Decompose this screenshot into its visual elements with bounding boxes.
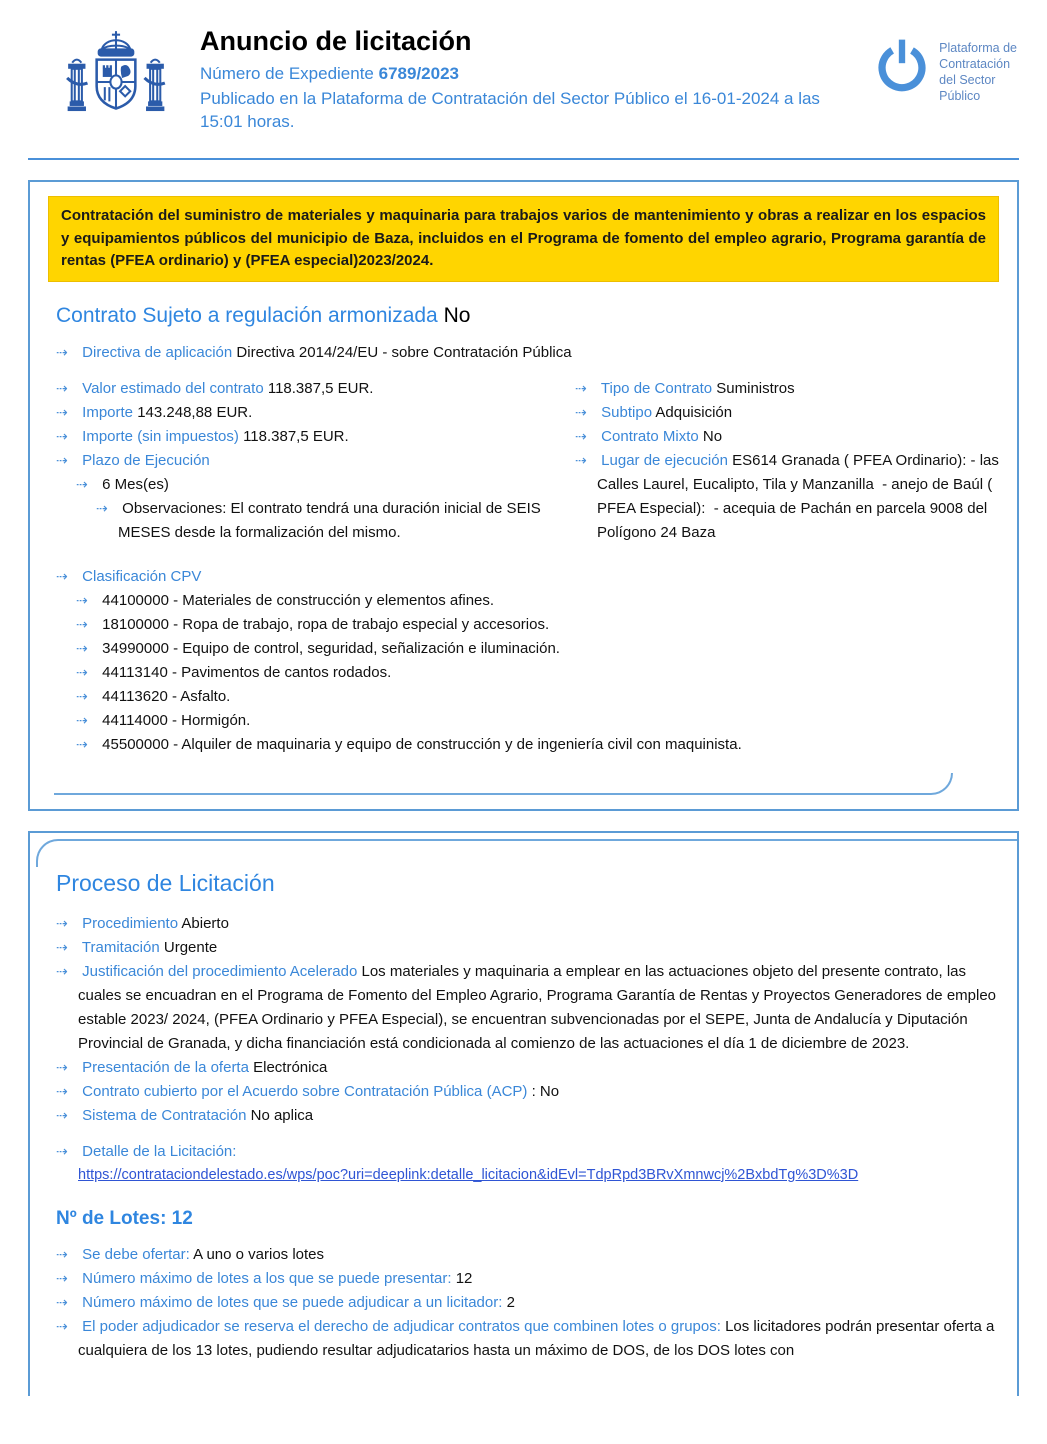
field-value: ES614 Granada ( PFEA Ordinario): - las Calles Laurel, Eucalipto, Tila y Manzanilla - anejo de Baúl ( PFEA Especial): - acequia de Pachán en parcela 9008 del Polígono 24 Baza <box>597 451 1004 541</box>
field-plazo-observaciones <box>96 497 553 545</box>
field-plazo-ejecucion <box>56 449 553 473</box>
field-value: Abierto <box>181 914 229 932</box>
dashed-arrow-icon <box>76 661 98 683</box>
field-label: Directiva de aplicación <box>82 343 233 361</box>
field-label: Subtipo <box>601 403 653 421</box>
page-title: Anuncio de licitación <box>200 26 472 56</box>
field-value: Directiva 2014/24/EU - sobre Contratación Pública <box>236 343 572 361</box>
right-column <box>567 377 1004 545</box>
dashed-arrow-icon <box>56 1267 78 1289</box>
cpv-item-text: 44100000 - Materiales de construcción y elementos afines. <box>102 591 495 609</box>
published-line: Publicado en la Plataforma de Contratación del Sector Público el 16-01-2024 a las 15:01 horas. <box>200 88 820 131</box>
dashed-arrow-icon <box>56 936 78 958</box>
dashed-arrow-icon <box>76 473 98 495</box>
field-presentacion-oferta <box>56 1056 999 1080</box>
field-label: Contrato cubierto por el Acuerdo sobre Contratación Pública (ACP) <box>82 1082 528 1100</box>
field-label: Detalle de la Licitación: <box>82 1142 237 1160</box>
field-tipo-contrato <box>575 377 999 401</box>
dashed-arrow-icon <box>575 425 597 447</box>
section-start-curve <box>36 839 1019 867</box>
dashed-arrow-icon <box>56 1291 78 1313</box>
dashed-arrow-icon <box>76 637 98 659</box>
contract-details-columns <box>48 377 1004 545</box>
cpv-item <box>76 637 999 661</box>
dashed-arrow-icon <box>56 1080 78 1102</box>
dashed-arrow-icon <box>56 341 78 363</box>
dashed-arrow-icon <box>76 733 98 755</box>
dashed-arrow-icon <box>56 401 78 423</box>
field-value: 12 <box>455 1270 473 1288</box>
spacer <box>48 545 999 565</box>
cpv-item-text: 18100000 - Ropa de trabajo, ropa de trabajo especial y accesorios. <box>102 615 550 633</box>
field-label: Procedimiento <box>82 914 179 932</box>
header-divider <box>28 158 1019 160</box>
heading-regulacion-armonizada <box>56 302 999 329</box>
licitacion-detail-link[interactable]: https://contrataciondelestado.es/wps/poc?uri=deeplink:detalle_licitacion&idEvl=TdpRpd3BRvXmnwcj%2BxbdTg%3D%3D <box>78 1166 859 1183</box>
field-value: Urgente <box>163 938 218 956</box>
placsp-text-line: Público <box>939 89 981 103</box>
dashed-arrow-icon <box>56 1315 78 1337</box>
field-se-debe-ofertar <box>56 1243 999 1267</box>
field-label: Importe <box>82 403 134 421</box>
field-directiva <box>56 341 999 365</box>
heading-label: Contrato Sujeto a regulación armonizada <box>56 303 438 327</box>
field-label: Plazo de Ejecución <box>82 451 210 469</box>
field-value: Electrónica <box>253 1058 328 1076</box>
cpv-item <box>76 589 999 613</box>
expediente-value: 6789/2023 <box>378 64 459 84</box>
dashed-arrow-icon <box>56 425 78 447</box>
section-contrato <box>28 180 1019 811</box>
field-value: 143.248,88 EUR. <box>137 403 253 421</box>
heading-proceso: Proceso de Licitación <box>56 869 275 896</box>
dashed-arrow-icon <box>76 685 98 707</box>
field-lugar-ejecucion <box>575 449 1004 545</box>
dashed-arrow-icon <box>56 1056 78 1078</box>
heading-value: No <box>443 303 471 327</box>
dashed-arrow-icon <box>76 613 98 635</box>
header-text-block <box>200 26 840 134</box>
field-valor-estimado <box>56 377 553 401</box>
field-label: Sistema de Contratación <box>82 1106 247 1124</box>
dashed-arrow-icon <box>56 960 78 982</box>
field-value: Adquisición <box>655 403 733 421</box>
power-button-icon <box>873 36 931 102</box>
field-poder-adjudicador <box>56 1315 999 1363</box>
dashed-arrow-icon <box>76 709 98 731</box>
dashed-arrow-icon <box>575 401 597 423</box>
document-header <box>0 0 1047 154</box>
cpv-item <box>76 685 999 709</box>
field-value: : No <box>531 1082 560 1100</box>
placsp-logo-text <box>939 36 1017 104</box>
section-end-curve <box>54 773 953 795</box>
field-importe <box>56 401 553 425</box>
field-importe-sin-impuestos <box>56 425 553 449</box>
field-value: 118.387,5 EUR. <box>267 379 374 397</box>
field-label: Valor estimado del contrato <box>82 379 264 397</box>
field-label: Lugar de ejecución <box>601 451 728 469</box>
field-label: Se debe ofertar: <box>82 1246 190 1264</box>
field-label: Tipo de Contrato <box>600 379 713 397</box>
cpv-item <box>76 733 999 757</box>
placsp-text-line: del Sector <box>939 73 996 87</box>
field-label: Justificación del procedimiento Acelerado <box>82 962 358 980</box>
spacer <box>48 1128 999 1140</box>
field-acp <box>56 1080 999 1104</box>
field-value: No <box>702 427 723 445</box>
field-clasificacion-cpv <box>56 565 999 589</box>
spain-coat-of-arms-icon <box>60 28 172 140</box>
field-max-lotes-presentar <box>56 1267 999 1291</box>
dashed-arrow-icon <box>56 377 78 399</box>
field-contrato-mixto <box>575 425 999 449</box>
cpv-item-text: 44113620 - Asfalto. <box>102 687 231 705</box>
dashed-arrow-icon <box>76 589 98 611</box>
field-label: Importe (sin impuestos) <box>82 427 239 445</box>
field-label: Tramitación <box>81 938 160 956</box>
expediente-line <box>200 63 840 86</box>
field-value: No aplica <box>250 1106 314 1124</box>
dashed-arrow-icon <box>56 912 78 934</box>
dashed-arrow-icon <box>96 497 118 519</box>
dashed-arrow-icon <box>56 1243 78 1265</box>
field-justificacion <box>56 960 999 1056</box>
dashed-arrow-icon <box>56 449 78 471</box>
dashed-arrow-icon <box>575 449 597 471</box>
object-of-contract-banner: Contratación del suministro de materiales y maquinaria para trabajos varios de mantenimiento y obras a realizar en los espacios y equipamientos públicos del municipio de Baza, incluidos en el Programa de fomento del empleo agrario, Programa garantía de rentas (PFEA ordinario) y (PFEA especial)2023/2024. <box>48 196 999 282</box>
cpv-item <box>76 661 999 685</box>
field-label: Presentación de la oferta <box>82 1058 249 1076</box>
field-label: Clasificación CPV <box>82 567 202 585</box>
field-value: Observaciones: El contrato tendrá una duración inicial de SEIS MESES desde la formalización del mismo. <box>118 499 545 541</box>
dashed-arrow-icon <box>56 1104 78 1126</box>
placsp-logo <box>873 26 1017 104</box>
placsp-text-line: Plataforma de <box>939 41 1017 55</box>
field-label: Número máximo de lotes que se puede adjudicar a un licitador: <box>82 1294 503 1312</box>
field-detalle-licitacion <box>56 1140 999 1164</box>
dashed-arrow-icon <box>56 565 78 587</box>
field-value: A uno o varios lotes <box>193 1246 325 1264</box>
cpv-item-text: 44114000 - Hormigón. <box>102 711 251 729</box>
cpv-item-text: 45500000 - Alquiler de maquinaria y equipo de construcción y de ingeniería civil con maquinista. <box>102 735 742 753</box>
left-column <box>48 377 553 545</box>
dashed-arrow-icon <box>575 377 597 399</box>
cpv-item <box>76 709 999 733</box>
cpv-item-text: 34990000 - Equipo de control, seguridad, señalización e iluminación. <box>102 639 560 657</box>
heading-num-lotes: Nº de Lotes: 12 <box>56 1207 193 1229</box>
section-proceso-licitacion <box>28 831 1019 1396</box>
field-value: 2 <box>506 1294 515 1312</box>
field-value: Los licitadores podrán presentar oferta a cualquiera de los 13 lotes, pudiendo resultar adjudicatarios hasta un máximo de DOS, de los DOS lotes con <box>78 1318 999 1360</box>
field-subtipo <box>575 401 999 425</box>
field-sistema-contratacion <box>56 1104 999 1128</box>
field-tramitacion <box>56 936 999 960</box>
field-label: Número máximo de lotes a los que se puede presentar: <box>82 1270 452 1288</box>
cpv-item-text: 44113140 - Pavimentos de cantos rodados. <box>102 663 392 681</box>
field-label: El poder adjudicador se reserva el derecho de adjudicar contratos que combinen lotes o grupos: <box>82 1318 721 1336</box>
field-procedimiento <box>56 912 999 936</box>
field-value: 118.387,5 EUR. <box>243 427 349 445</box>
field-value: Los materiales y maquinaria a emplear en las actuaciones objeto del presente contrato, las cuales se encuadran en el Programa de Fomento del Empleo Agrario, Programa Garantía de Rentas y Proyectos Generadores de empleo estable 2023/ 2024, (PFEA Ordinario y PFEA Especial), se encuentran subvencionadas por el SEPE, Junta de Andalucía y Diputación Provincial de Granada, y dicha financiación está condicionada al comienzo de las actuaciones el día 1 de diciembre de 2023. <box>78 962 1001 1052</box>
field-value: 6 Mes(es) <box>102 475 169 493</box>
field-value: Suministros <box>716 379 795 397</box>
cpv-item <box>76 613 999 637</box>
field-plazo-duracion <box>76 473 553 497</box>
expediente-label: Número de Expediente <box>200 64 374 84</box>
dashed-arrow-icon <box>56 1140 78 1162</box>
field-label: Contrato Mixto <box>601 427 699 445</box>
field-max-lotes-adjudicar <box>56 1291 999 1315</box>
placsp-text-line: Contratación <box>939 57 1011 71</box>
